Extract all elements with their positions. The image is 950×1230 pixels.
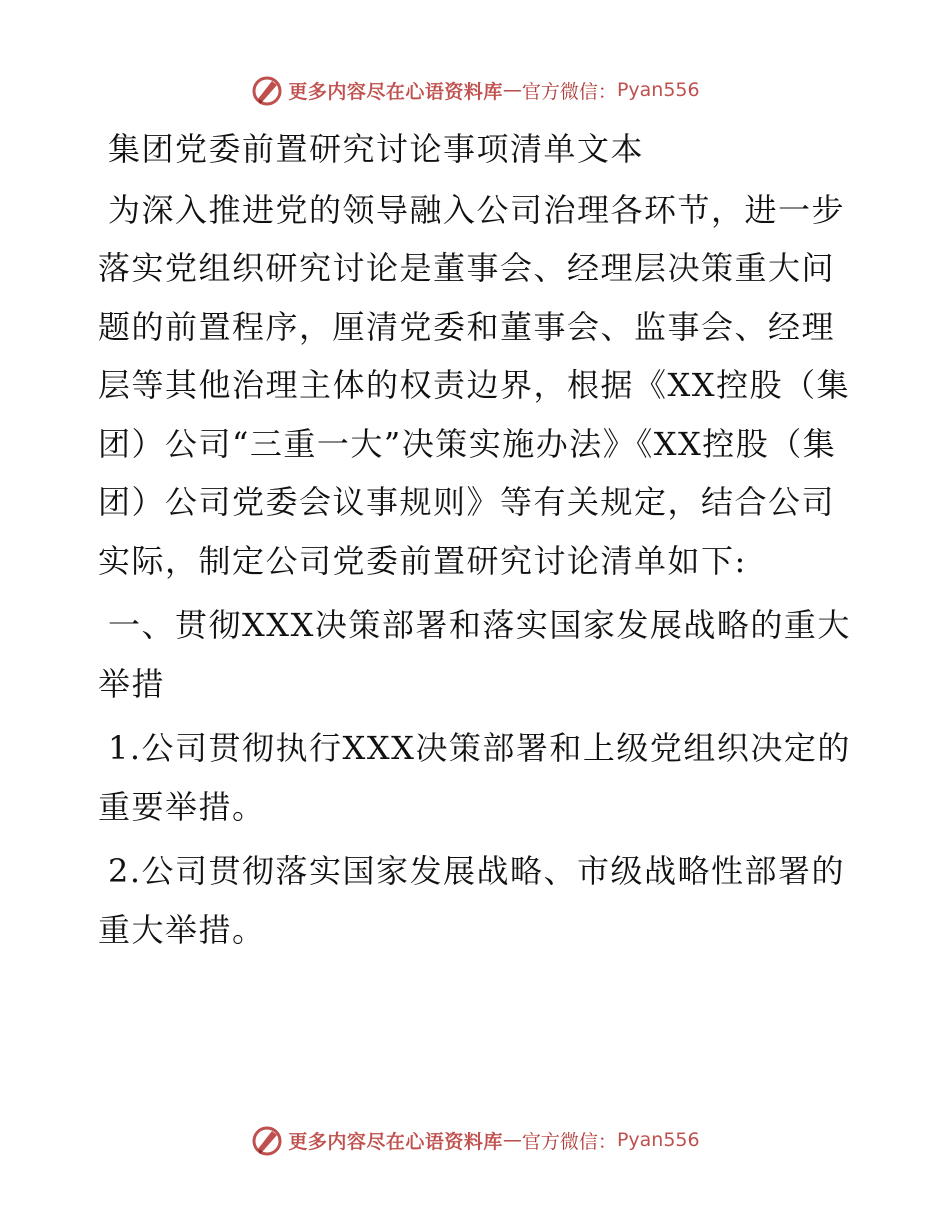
banner-wechat-id: Pyan556 [616, 79, 700, 101]
intro-paragraph: 为深入推进党的领导融入公司治理各环节，进一步落实党组织研究讨论是董事会、经理层决策重大问题的前置程序，厘清党委和董事会、监事会、经理层等其他治理主体的权责边界，根据《XX控股（集团）公司“三重一大”决策实施办法》《XX控股（集团）公司党委会议事规则》等有关规定，结合公司实际，制定公司党委前置研究讨论清单如下: [98, 190, 851, 580]
pen-circle-logo-icon [250, 73, 284, 107]
watermark-banner-top [0, 70, 950, 110]
banner-sub-text: 官方微信： [521, 1130, 617, 1153]
banner-wechat-id: Pyan556 [616, 1129, 700, 1151]
list-item-1: 1.公司贯彻执行XXX决策部署和上级党组织决定的重要举措。 [98, 729, 851, 826]
banner-dash: — [502, 1129, 522, 1151]
pen-circle-logo-icon [250, 1123, 284, 1157]
banner-brand-text: 更多内容尽在心语资料库 [288, 1130, 503, 1153]
document-title: 集团党委前置研究讨论事项清单文本 [108, 130, 645, 168]
watermark-banner-bottom [0, 1120, 950, 1160]
document-body [98, 120, 858, 965]
banner-sub-text: 官方微信： [521, 80, 617, 103]
list-item-2: 2.公司贯彻落实国家发展战略、市级战略性部署的重大举措。 [98, 852, 846, 949]
section-1-heading: 一、贯彻XXX决策部署和落实国家发展战略的重大举措 [98, 606, 851, 703]
banner-dash: — [502, 79, 522, 101]
banner-brand-text: 更多内容尽在心语资料库 [288, 80, 503, 103]
